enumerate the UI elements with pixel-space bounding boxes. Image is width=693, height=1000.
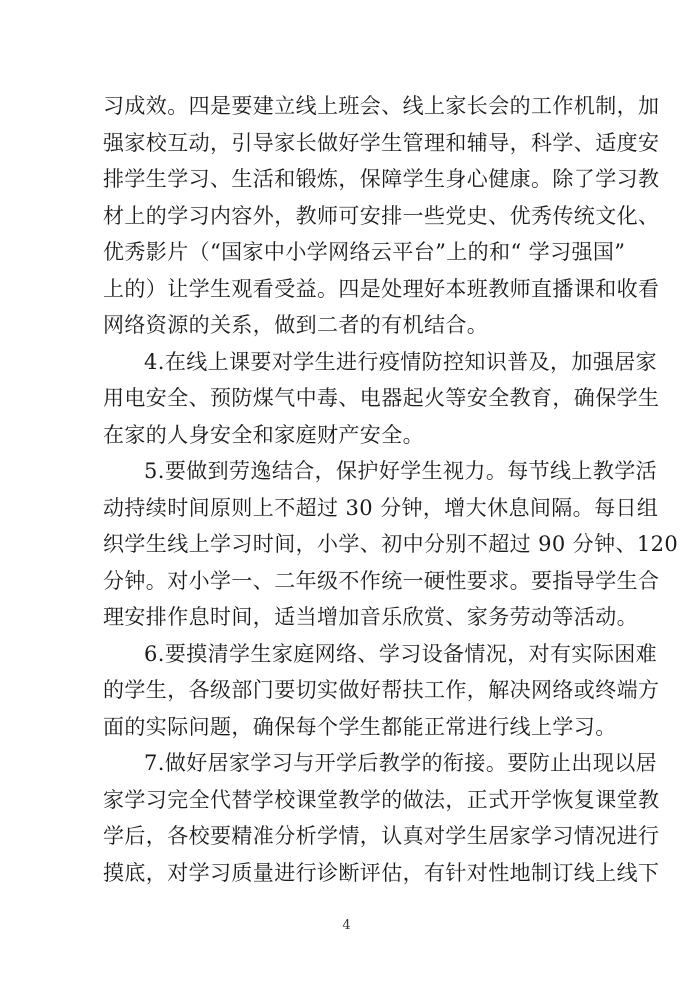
text-line: 排学生学习、生活和锻炼，保障学生身心健康。除了学习教: [103, 167, 660, 191]
text-line: 摸底，对学习质量进行诊断评估，有针对性地制订线上线下: [103, 860, 660, 885]
text-line: 优秀影片（“国家中小学网络云平台”上的和“ 学习强国”: [103, 240, 626, 264]
text-line: 6.要摸清学生家庭网络、学习设备情况，对有实际困难: [144, 641, 658, 666]
text-line: 在家的人身安全和家庭财产安全。: [103, 422, 424, 447]
text-line: 理安排作息时间，适当增加音乐欣赏、家务劳动等活动。: [103, 605, 638, 629]
text-line: 动持续时间原则上不超过 30 分钟，增大休息间隔。每日组: [103, 495, 659, 520]
page-number: 4: [342, 918, 351, 933]
text-line: 学后，各校要精准分析学情，认真对学生居家学习情况进行: [103, 824, 660, 848]
text-line: 上的）让学生观看受益。四是处理好本班教师直播课和收看: [103, 276, 660, 301]
text-line: 家学习完全代替学校课堂教学的做法，正式开学恢复课堂教: [103, 787, 660, 812]
text-line: 4.在线上课要对学生进行疫情防控知识普及，加强居家: [144, 349, 658, 374]
text-line: 习成效。四是要建立线上班会、线上家长会的工作机制，加: [103, 94, 660, 118]
text-line: 5.要做到劳逸结合，保护好学生视力。每节线上教学活: [144, 459, 658, 483]
text-line: 织学生线上学习时间，小学、初中分别不超过 90 分钟、120: [103, 532, 679, 556]
text-line: 网络资源的关系，做到二者的有机结合。: [103, 313, 489, 337]
body-text: [103, 88, 679, 891]
text-line: 面的实际问题，确保每个学生都能正常进行线上学习。: [103, 714, 617, 739]
text-line: 材上的学习内容外，教师可安排一些党史、优秀传统文化、: [103, 203, 660, 228]
text-line: 强家校互动，引导家长做好学生管理和辅导，科学、适度安: [103, 130, 660, 155]
text-line: 7.做好居家学习与开学后教学的衔接。要防止出现以居: [144, 751, 658, 775]
text-line: 的学生，各级部门要切实做好帮扶工作，解决网络或终端方: [103, 678, 660, 702]
text-line: 用电安全、预防煤气中毒、电器起火等安全教育，确保学生: [103, 386, 660, 410]
text-line: 分钟。对小学一、二年级不作统一硬性要求。要指导学生合: [103, 568, 660, 593]
